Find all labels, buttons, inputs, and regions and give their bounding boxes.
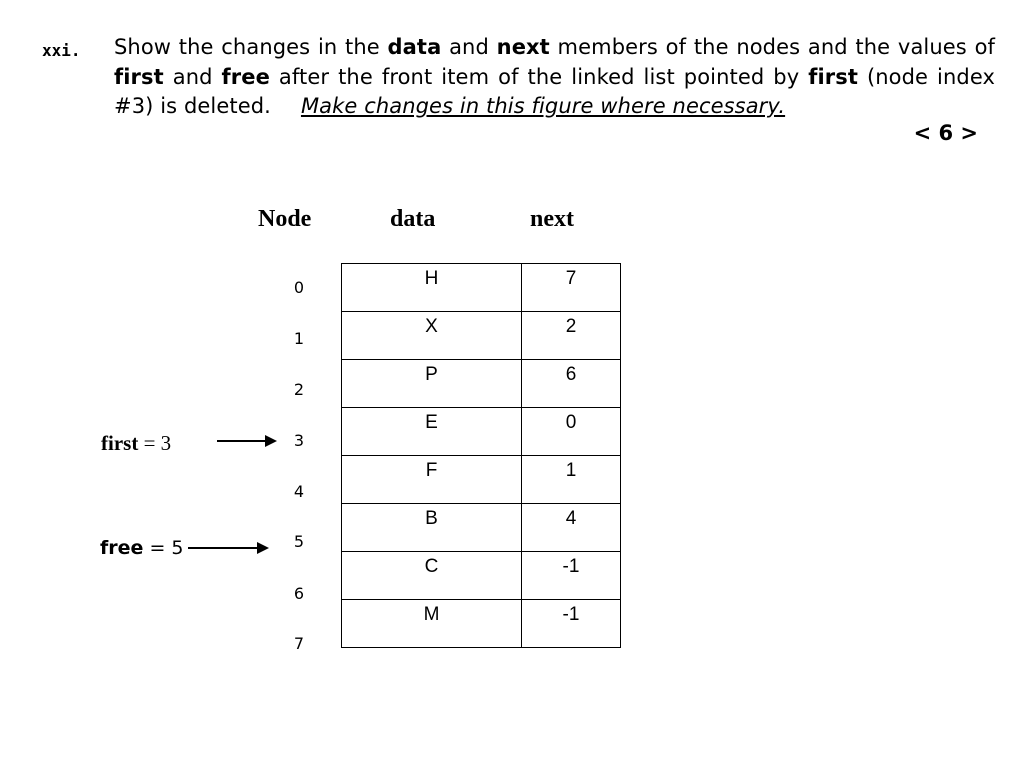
table-row: [342, 600, 621, 648]
next-cell-6[interactable]: -1: [522, 552, 621, 600]
table-row: [342, 264, 621, 312]
header-data: data: [390, 206, 436, 232]
table-row: [342, 504, 621, 552]
marks-label: < 6 >: [913, 121, 978, 145]
node-index-2: 2: [293, 380, 305, 399]
instruction-text: Make changes in this figure where necessary.: [300, 94, 786, 118]
next-cell-3[interactable]: 0: [522, 408, 621, 456]
header-next: next: [530, 206, 574, 232]
data-cell-3[interactable]: E: [342, 408, 522, 456]
node-index-5: 5: [293, 532, 305, 551]
first-arrow-icon: [217, 440, 275, 442]
node-index-0: 0: [293, 278, 305, 297]
data-cell-2[interactable]: P: [342, 360, 522, 408]
keyword-next: next: [496, 35, 550, 59]
keyword-first: first: [114, 64, 164, 89]
data-cell-5[interactable]: B: [342, 504, 522, 552]
next-cell-2[interactable]: 6: [522, 360, 621, 408]
node-index-6: 6: [293, 584, 305, 603]
data-cell-7[interactable]: M: [342, 600, 522, 648]
data-cell-6[interactable]: C: [342, 552, 522, 600]
table-row: [342, 456, 621, 504]
first-pointer-label: first = 3: [101, 431, 172, 455]
table-row: [342, 360, 621, 408]
keyword-data: data: [387, 35, 442, 59]
header-node: Node: [258, 206, 312, 232]
question-text: Show the changes in the data and next members of the nodes and the values of first and free after the front item of the linked list pointed by first (node index #3) is deleted. Make changes in this figure where necessary.: [114, 35, 996, 118]
data-cell-4[interactable]: F: [342, 456, 522, 504]
table-row: [342, 552, 621, 600]
keyword-first-2: first: [808, 64, 858, 89]
node-index-3: 3: [293, 431, 305, 450]
linked-list-table: [341, 263, 621, 648]
next-cell-0[interactable]: 7: [522, 264, 621, 312]
next-cell-7[interactable]: -1: [522, 600, 621, 648]
keyword-free: free: [221, 64, 270, 89]
node-index-7: 7: [293, 634, 305, 653]
free-pointer-label: free = 5: [100, 537, 184, 559]
data-cell-1[interactable]: X: [342, 312, 522, 360]
question-number: xxi.: [42, 41, 81, 60]
table-row: [342, 312, 621, 360]
free-arrow-icon: [188, 547, 267, 549]
node-index-1: 1: [293, 329, 305, 348]
next-cell-1[interactable]: 2: [522, 312, 621, 360]
data-cell-0[interactable]: H: [342, 264, 522, 312]
table-row: [342, 408, 621, 456]
node-index-4: 4: [293, 482, 305, 501]
next-cell-4[interactable]: 1: [522, 456, 621, 504]
next-cell-5[interactable]: 4: [522, 504, 621, 552]
